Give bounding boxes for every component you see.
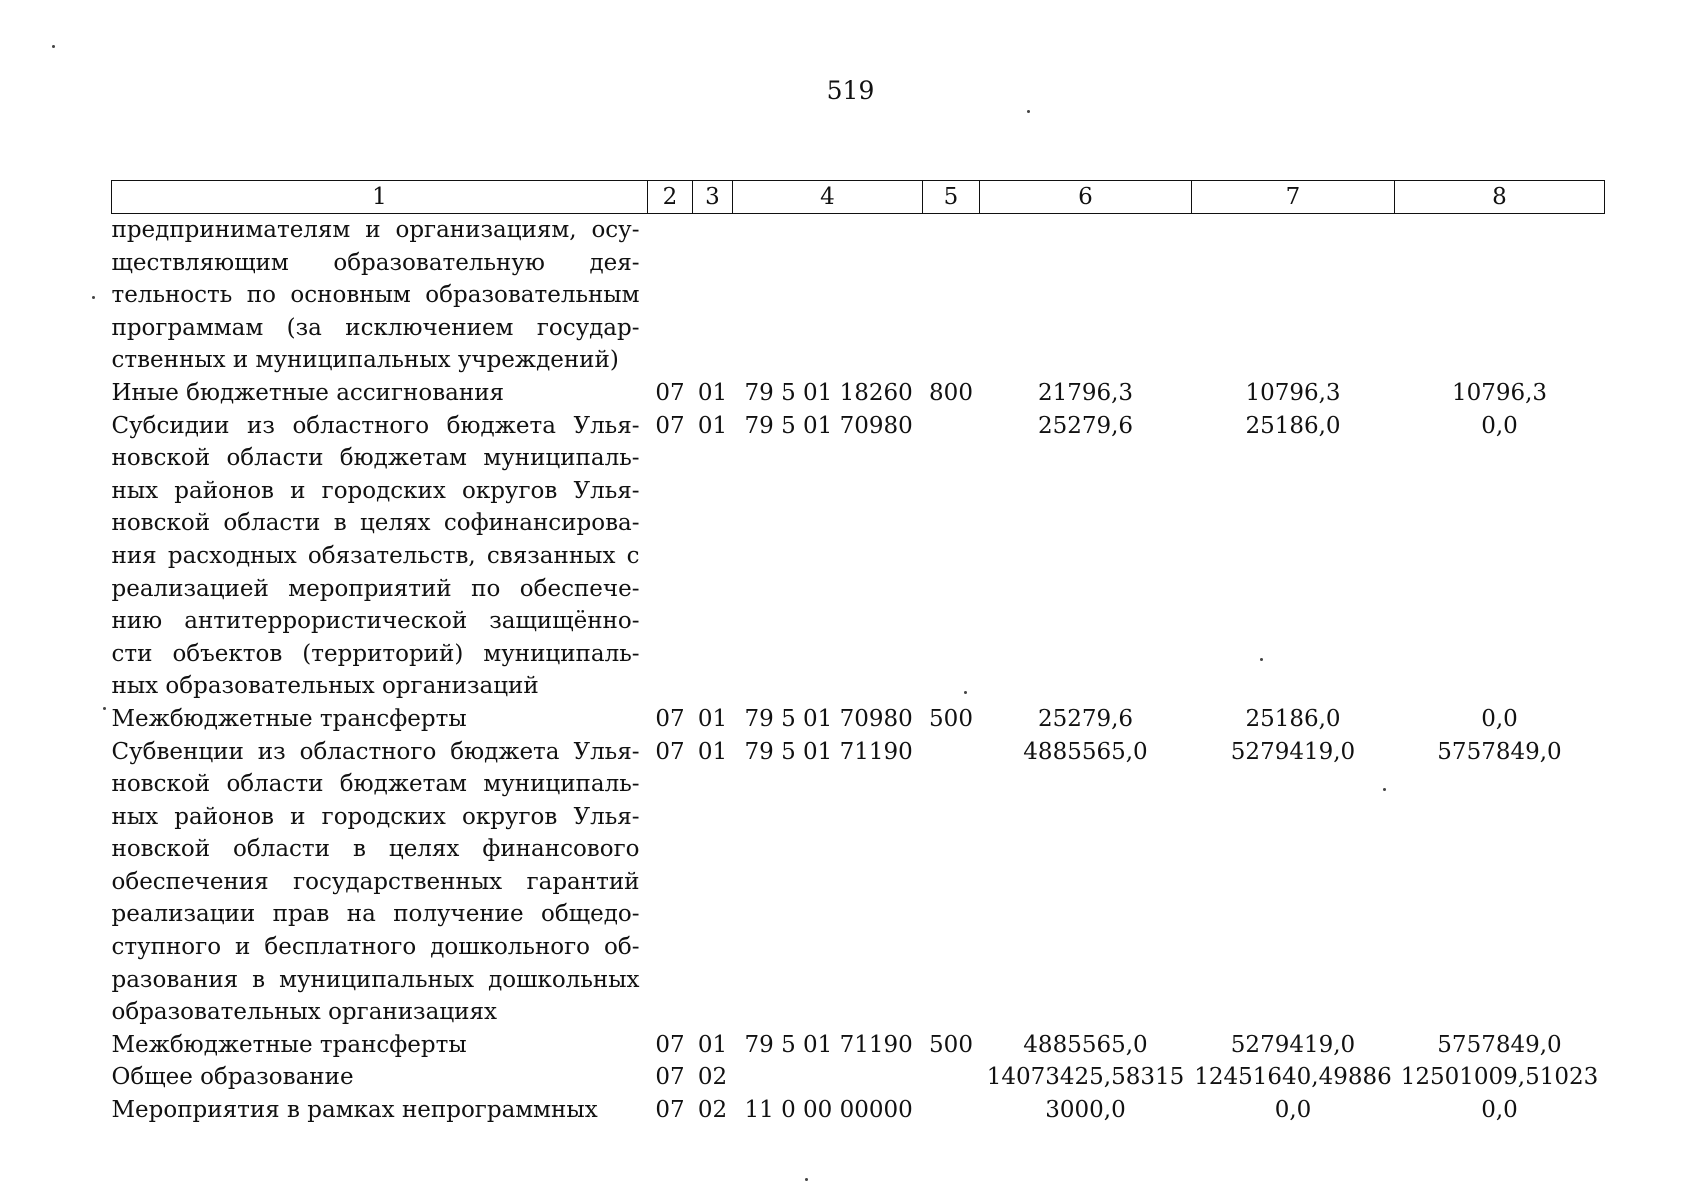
description-line: реализации прав на получение общедо- [111,901,640,928]
cell-amount-col6: 4885565,0 [1023,738,1148,765]
description-line: предпринимателям и организациям, осу- [111,217,640,243]
cell-section: 07 [655,705,685,732]
header-col-7: 7 [1192,181,1395,214]
cell-amount-col8: 0,0 [1481,705,1518,732]
cell-subsection: 02 [697,1097,728,1124]
header-col-3: 3 [693,181,733,214]
cell-amount-col7: 5279419,0 [1230,738,1356,765]
description-line: тельность по основным образовательным [111,282,640,309]
cell-expense-type [923,410,980,703]
cell-target-article [733,214,923,377]
cell-target-article: 79 5 01 71190 [744,1031,913,1058]
description-line: ступного и бесплатного дошкольного об- [111,934,640,961]
scan-speck [805,1178,808,1181]
cell-description [112,1061,648,1094]
description-line: ния расходных обязательств, связанных с [111,542,640,569]
cell-amount-col8: 5757849,0 [1437,738,1562,765]
header-row [112,181,1605,214]
cell-subsection: 01 [697,705,728,732]
cell-amount-col8 [1395,214,1605,377]
cell-amount-col8: 0,0 [1481,1097,1518,1124]
scan-speck [92,296,95,299]
header-col-2: 2 [648,181,693,214]
cell-section: 07 [655,379,685,406]
description-line: новской области бюджетам муниципаль- [111,771,640,798]
description-line: реализацией мероприятий по обеспече- [111,575,640,602]
cell-amount-col6: 4885565,0 [1023,1031,1148,1058]
description-line: Мероприятия в рамках непрограммных [111,1097,598,1124]
scan-speck [1383,788,1386,791]
table-row [112,1094,1605,1127]
cell-target-article: 79 5 01 70980 [744,412,913,439]
cell-amount-col7 [1192,214,1395,377]
cell-subsection: 01 [697,1031,728,1058]
description-line: Межбюджетные трансферты [111,705,467,732]
scan-speck [1027,110,1030,113]
cell-target-article: 79 5 01 70980 [744,705,913,732]
header-col-8: 8 [1395,181,1605,214]
description-line: Иные бюджетные ассигнования [111,379,505,406]
budget-table [111,180,1605,1127]
table-row [112,736,1605,1029]
cell-subsection: 01 [697,412,728,439]
cell-section: 07 [655,1031,685,1058]
cell-amount-col7: 0,0 [1274,1097,1312,1124]
cell-amount-col7: 5279419,0 [1230,1031,1356,1058]
description-line: новской области в целях софинансирова- [111,510,640,537]
cell-description [112,1029,648,1062]
table-row [112,1029,1605,1062]
description-line: ных районов и городских округов Улья- [111,803,640,830]
table-row [112,377,1605,410]
description-line: обеспечения государственных гарантий [111,868,640,895]
table-row [112,410,1605,703]
description-line: ных образовательных организаций [111,673,539,700]
cell-section: 07 [655,1097,685,1124]
page-number: 519 [826,76,875,105]
description-line: ных районов и городских округов Улья- [111,477,640,504]
cell-amount-col6: 21796,3 [1037,379,1134,406]
cell-amount-col7: 10796,3 [1245,379,1341,406]
cell-target-article: 79 5 01 18260 [744,379,913,406]
scan-speck [103,707,106,710]
cell-amount-col7: 25186,0 [1245,412,1341,439]
cell-description [112,214,648,377]
description-line: Субвенции из областного бюджета Улья- [111,738,640,765]
cell-description [112,703,648,736]
table-row [112,214,1605,377]
description-line: сти объектов (территорий) муниципаль- [111,640,640,667]
description-line: разования в муниципальных дошкольных [111,966,640,993]
description-line: новской области в целях финансового [111,836,640,863]
description-line: Общее образование [111,1064,354,1091]
cell-amount-col6: 3000,0 [1045,1097,1126,1124]
cell-amount-col7: 25186,0 [1245,705,1341,732]
cell-target-article: 79 5 01 71190 [744,738,913,765]
cell-subsection [693,214,733,377]
description-line: новской области бюджетам муниципаль- [111,445,640,472]
table-row [112,1061,1605,1094]
cell-section: 07 [655,412,685,439]
cell-expense-type [923,736,980,1029]
cell-amount-col8: 0,0 [1481,412,1518,439]
table-header [112,181,1605,214]
cell-amount-col8: 12501009,51023 [1400,1064,1599,1091]
description-line: образовательных организациях [111,999,497,1026]
cell-section: 07 [655,738,685,765]
cell-expense-type: 500 [929,1031,973,1058]
cell-amount-col8: 10796,3 [1451,379,1548,406]
cell-description [112,410,648,703]
cell-target-article: 11 0 00 00000 [744,1097,913,1124]
cell-target-article [733,1061,923,1094]
cell-expense-type: 800 [929,379,973,406]
description-line: Субсидии из областного бюджета Улья- [111,412,640,439]
header-col-6: 6 [980,181,1192,214]
cell-expense-type [923,1094,980,1127]
table-body [112,214,1605,1127]
scan-speck [964,691,967,694]
table-row [112,703,1605,736]
cell-description [112,377,648,410]
cell-expense-type [923,214,980,377]
cell-description [112,1094,648,1127]
cell-expense-type: 500 [929,705,973,732]
cell-subsection: 01 [697,738,728,765]
cell-amount-col6: 25279,6 [1037,705,1134,732]
cell-description [112,736,648,1029]
cell-amount-col6: 25279,6 [1037,412,1134,439]
cell-subsection: 01 [697,379,728,406]
cell-amount-col7: 12451640,49886 [1194,1064,1392,1091]
scan-speck [52,45,55,48]
cell-amount-col8: 5757849,0 [1437,1031,1562,1058]
header-col-4: 4 [733,181,923,214]
description-line: Межбюджетные трансферты [111,1031,467,1058]
scan-speck [1260,658,1263,661]
header-col-5: 5 [923,181,980,214]
cell-amount-col6: 14073425,58315 [986,1064,1185,1091]
cell-section: 07 [655,1064,685,1091]
cell-section [648,214,693,377]
cell-amount-col6 [980,214,1192,377]
header-col-1: 1 [112,181,648,214]
cell-expense-type [923,1061,980,1094]
cell-subsection: 02 [697,1064,728,1091]
description-line: ществляющим образовательную дея- [111,249,640,276]
description-line: программам (за исключением государ- [111,314,640,341]
description-line: ственных и муниципальных учреждений) [111,347,619,374]
description-line: нию антитеррористической защищённо- [111,608,640,635]
